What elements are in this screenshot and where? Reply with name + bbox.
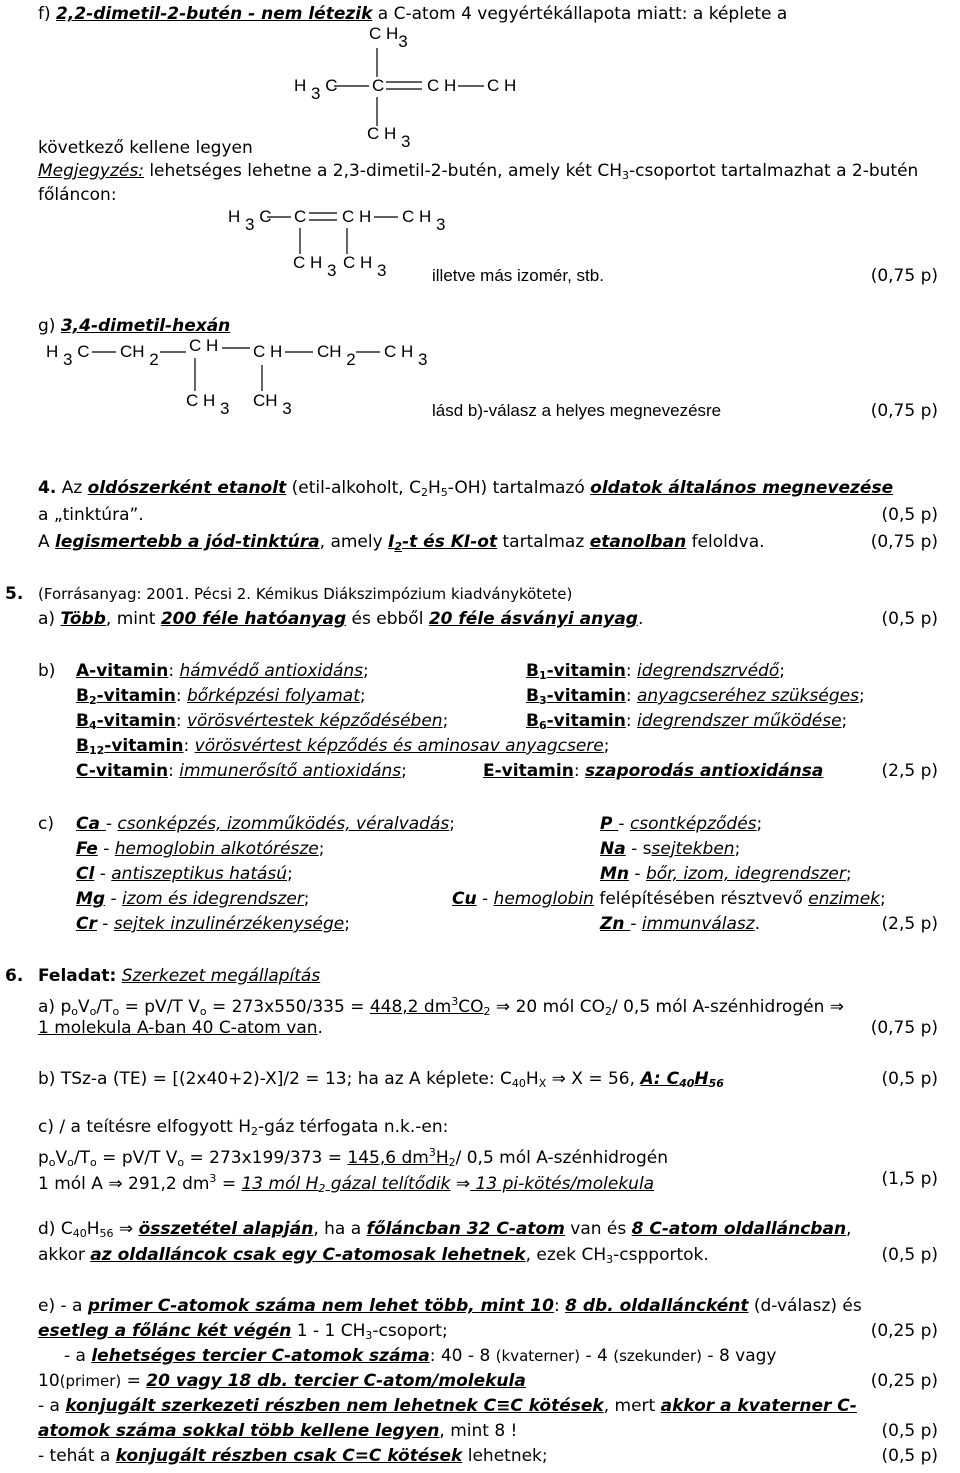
q6-e-points2: (0,25 p) bbox=[870, 1371, 938, 1391]
q6-d-points: (0,5 p) bbox=[881, 1245, 938, 1265]
formula3-ch2-b: CH $_2$ bbox=[317, 342, 356, 369]
q6-number: 6. bbox=[5, 966, 24, 986]
formula2-c: C bbox=[294, 207, 307, 226]
formula2-sub2: C H $_3$ bbox=[343, 253, 387, 280]
q6-title bbox=[38, 966, 320, 986]
q5-a-f: 20 féle ásványi anyag bbox=[428, 609, 638, 629]
q5-c-points: (2,5 p) bbox=[881, 914, 938, 934]
q4-l3-h: feloldva. bbox=[686, 532, 765, 552]
q6-a-points: (0,75 p) bbox=[870, 1018, 938, 1038]
mineral-item: Fe - hemoglobin alkotórésze; bbox=[76, 839, 325, 859]
section-f-points: (0,75 p) bbox=[870, 266, 938, 286]
q4-l3-a: A bbox=[38, 532, 56, 552]
formula1-bottom-group: C H $_3$ bbox=[367, 124, 411, 151]
q6-c-line3: 1 mól A ⇒ 291,2 $dm^3 = 13$ mól $H_2$ gázal telítődik ⇒ 13 pi-kötés/molekula bbox=[38, 1172, 655, 1195]
q6-e-line7: - tehát a konjugált részben csak C=C kötések lehetnek; bbox=[38, 1446, 548, 1466]
q4-text-e: -OH) tartalmazó bbox=[447, 478, 591, 498]
q5-number: 5. bbox=[5, 584, 24, 604]
section-f-reason: a C-atom 4 vegyértékállapota miatt: a képlete a bbox=[372, 4, 788, 24]
q5-source: (Forrásanyag: 2001. Pécsi 2. Kémikus Diákszimpózium kiadványkötete) bbox=[38, 585, 573, 603]
q6-a-line2: 1 molekula A-ban 40 C-atom van. bbox=[38, 1018, 323, 1038]
vitamin-item: $B_{12}$-vitamin: vörösvértest képződés és aminosav anyagcsere; bbox=[76, 736, 610, 757]
q4-l3-e: -t és KI-ot bbox=[402, 532, 498, 552]
mineral-item: Cr - sejtek inzulinérzékenysége; bbox=[76, 914, 350, 934]
formula3-ch-b: C H bbox=[253, 342, 283, 361]
q6-e-line4: 10(primer) = 20 vagy 18 db. tercier C-atom/molekula bbox=[38, 1371, 526, 1391]
mineral-item: Na - ssejtekben; bbox=[600, 839, 741, 859]
formula2-h3c: H $_3$ C bbox=[228, 207, 272, 234]
q5-a-b: Több bbox=[60, 609, 106, 629]
section-f-note-line2: főláncon: bbox=[38, 185, 117, 205]
q6-e-line6: atomok száma sokkal több kellene legyen, mint 8 ! bbox=[38, 1421, 518, 1441]
note-text2: -csoportot tartalmazhat a 2-butén bbox=[629, 161, 919, 181]
q4-text-c: (etil-alkoholt, C bbox=[286, 478, 421, 498]
formula2-ch: C H bbox=[342, 207, 372, 226]
mineral-item: Cu - hemoglobin felépítésében résztvevő enzimek; bbox=[452, 889, 886, 909]
q4-general-name: oldatok általános megnevezése bbox=[590, 478, 894, 498]
formula1-c: C bbox=[372, 76, 385, 95]
section-g-compound-name: 3,4-dimetil-hexán bbox=[60, 316, 231, 336]
q6-e-points4: (0,5 p) bbox=[881, 1446, 938, 1466]
q5-a bbox=[38, 609, 643, 629]
formula2-ch-end: C H $_3$ bbox=[402, 207, 446, 234]
q4-l3-d: I bbox=[388, 532, 395, 552]
mineral-item: P - csontképződés; bbox=[600, 814, 763, 834]
q5-c-prefix: c) bbox=[38, 814, 54, 834]
section-f-should-be: következő kellene legyen bbox=[38, 138, 253, 158]
q4-solvent: oldószerként etanolt bbox=[87, 478, 287, 498]
q4-text-a: Az bbox=[61, 478, 88, 498]
q5-a-e: és ebből bbox=[346, 609, 429, 629]
q6-e-line2: esetleg a főlánc két végén 1 - 1 $CH_3$-csoport; bbox=[38, 1321, 448, 1342]
q4-text-d: H bbox=[427, 478, 441, 498]
formula1-ch: C H bbox=[427, 76, 457, 95]
q6-e-points3: (0,5 p) bbox=[881, 1421, 938, 1441]
q4-l3-c: , amely bbox=[319, 532, 389, 552]
q5-b-points: (2,5 p) bbox=[881, 761, 938, 781]
q4-line1: 4. Az oldószerként etanolt (etil-alkoholt, $C_2H_5-OH$) tartalmazó oldatok általános megnevezése bbox=[38, 478, 894, 499]
q6-e-line3: - a lehetséges tercier C-atomok száma: 40 - 8 (kvaterner) - 4 (szekunder) - 8 vagy bbox=[64, 1346, 777, 1366]
formula1-top-group: C $H_3$ bbox=[369, 24, 408, 51]
vitamin-item: $B_6$-vitamin: idegrendszer működése; bbox=[526, 711, 848, 732]
q5-a-d: 200 féle hatóanyag bbox=[160, 609, 347, 629]
formula3-sub1: C H $_3$ bbox=[186, 391, 230, 418]
note-label: Megjegyzés: bbox=[38, 161, 144, 181]
q6-a-line1: a) $p_oV_o/T_o = pV/T$ $V_o = 273x550/335 = 448,2$ $dm^3CO_2$ ⇒ 20 mól $CO_2/$ 0,5 mól A-szénhidrogén ⇒ bbox=[38, 995, 845, 1018]
q6-e-points1: (0,25 p) bbox=[870, 1321, 938, 1341]
vitamin-item: C-vitamin: immunerősítő antioxidáns; bbox=[76, 761, 407, 781]
vitamin-item: $B_4$-vitamin: vörösvértestek képződésében; bbox=[76, 711, 449, 732]
q4-line3: A legismertebb a jód-tinktúra, amely $I_2-t$ és KI-ot tartalmaz etanolban feloldva. bbox=[38, 532, 765, 553]
mineral-item: Zn - immunválasz. bbox=[600, 914, 761, 934]
vitamin-item: E-vitamin: szaporodás antioxidánsa bbox=[483, 761, 824, 781]
section-g-points: (0,75 p) bbox=[870, 401, 938, 421]
q6-c-line1: c) / a teítésre elfogyott $H_2$-gáz térfogata n.k.-en: bbox=[38, 1117, 449, 1138]
q4-line2: a „tinktúra”. bbox=[38, 505, 144, 525]
section-f-prefix: f) bbox=[38, 4, 51, 24]
note-text: lehetséges lehetne a 2,3-dimetil-2-butén, amely két CH bbox=[143, 161, 622, 181]
q6-b-line: b) TSz-a (TE) = [(2x40+2)-X]/2 = 13; ha az A képlete: $C_{40}H_X$ ⇒ X = 56, A: $C_{40}H_{56}$ bbox=[38, 1069, 724, 1090]
q5-a-points: (0,5 p) bbox=[881, 609, 938, 629]
vitamin-item: A-vitamin: hámvédő antioxidáns; bbox=[76, 661, 369, 681]
section-f-compound-name: 2,2-dimetil-2-butén - nem létezik bbox=[56, 4, 373, 24]
section-g-ref: lásd b)-válasz a helyes megnevezésre bbox=[432, 401, 722, 420]
q4-l3-g: etanolban bbox=[589, 532, 687, 552]
q6-b-points: (0,5 p) bbox=[881, 1069, 938, 1089]
formula3-ch-a: C H bbox=[189, 336, 219, 355]
formula3-ch2-a: CH $_2$ bbox=[120, 342, 159, 369]
vitamin-item: $B_1$-vitamin: idegrendszrvédő; bbox=[526, 661, 785, 682]
q6-subtitle: Szerkezet megállapítás bbox=[121, 966, 321, 986]
q4-line3-points: (0,75 p) bbox=[870, 532, 938, 552]
q6-c-points: (1,5 p) bbox=[881, 1169, 938, 1189]
q4-l3-f: tartalmaz bbox=[497, 532, 590, 552]
section-f-isomer-text: illetve más izomér, stb. bbox=[432, 266, 604, 285]
mineral-item: Ca - csonképzés, izomműködés, véralvadás; bbox=[76, 814, 455, 834]
q5-a-g: . bbox=[637, 609, 644, 629]
q4-number: 4. bbox=[38, 478, 57, 498]
section-g-prefix: g) bbox=[38, 316, 56, 336]
q6-d-line2: akkor az oldalláncok csak egy C-atomosak lehetnek, ezek $CH_3$-cspportok. bbox=[38, 1245, 709, 1266]
q5-a-c: , mint bbox=[105, 609, 161, 629]
vitamin-item: $B_2$-vitamin: bőrképzési folyamat; bbox=[76, 686, 366, 707]
q5-a-prefix: a) bbox=[38, 609, 61, 629]
q6-title-label: Feladat: bbox=[38, 966, 117, 986]
formula3-sub2: CH $_3$ bbox=[253, 391, 292, 418]
q6-d-line1: d) $C_{40}H_{56}$ ⇒ összetétel alapján, ha a főláncban 32 C-atom van és 8 C-atom oldalláncban, bbox=[38, 1219, 852, 1240]
mineral-item: Mg - izom és idegrendszer; bbox=[76, 889, 310, 909]
vitamin-item: $B_3$-vitamin: anyagcseréhez szükséges; bbox=[526, 686, 865, 707]
mineral-item: Mn - bőr, izom, idegrendszer; bbox=[600, 864, 852, 884]
q6-e-line1: e) - a primer C-atomok száma nem lehet több, mint 10: 8 db. oldalláncként (d-válasz) és bbox=[38, 1296, 862, 1316]
q6-c-line2: $p_oV_o/T_o = pV/T$ $V_o = 273x199/373 = 145,6$ $dm^3H_2/$ 0,5 mól A-szénhidrogén bbox=[38, 1146, 669, 1169]
q4-line2-points: (0,5 p) bbox=[881, 505, 938, 525]
structural-bonds bbox=[0, 0, 960, 460]
q5-b-prefix: b) bbox=[38, 661, 56, 681]
mineral-item: Cl - antiszeptikus hatású; bbox=[76, 864, 293, 884]
formula1-ch-end: C H bbox=[487, 76, 517, 95]
q6-e-line5: - a konjugált szerkezeti részben nem lehetnek C≡C kötések, mert akkor a kvaterner C- bbox=[38, 1396, 857, 1416]
formula2-sub1: C H $_3$ bbox=[293, 253, 337, 280]
q4-iodine-tincture: legismertebb a jód-tinktúra bbox=[55, 532, 320, 552]
formula1-h3c: H $_3$ C bbox=[294, 76, 338, 103]
formula3-h3c: H $_3$ C bbox=[46, 342, 90, 369]
formula3-ch3-end: C H $_3$ bbox=[384, 342, 428, 369]
section-f-note: Megjegyzés: lehetséges lehetne a 2,3-dimetil-2-butén, amely két $CH_3$-csoportot tartalmazhat a 2-butén bbox=[38, 161, 919, 182]
